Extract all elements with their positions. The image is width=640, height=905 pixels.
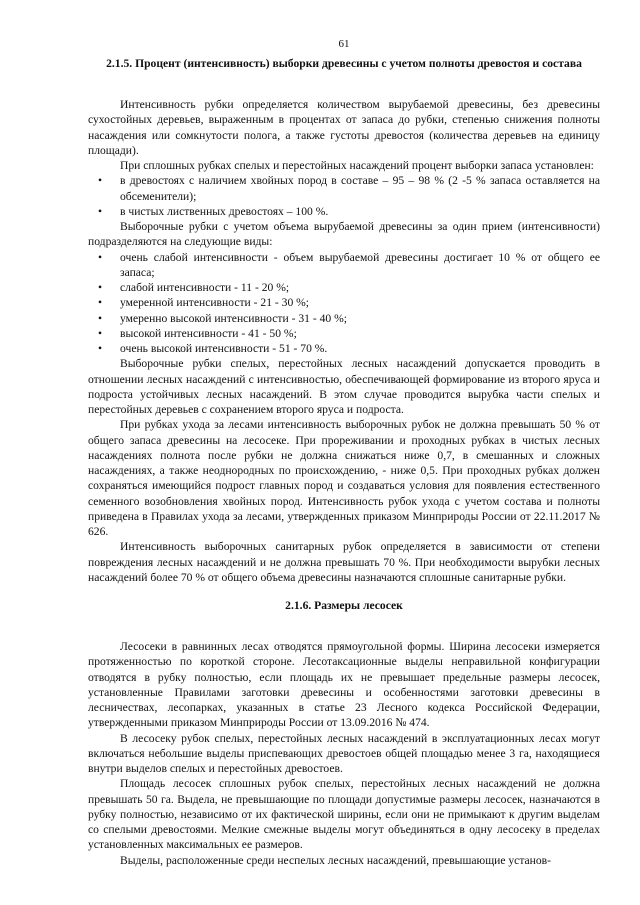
bullet-list: [88, 173, 600, 219]
bullet-icon: •: [98, 174, 103, 188]
bullet-icon: •: [98, 311, 103, 325]
bullet-icon: •: [98, 204, 103, 218]
list-item: • очень слабой интенсивности - объем вырубаемой древесины достигает 10 % от общего ее запаса;: [98, 250, 600, 279]
paragraph: При сплошных рубках спелых и перестойных насаждений процент выборки запаса установлен:: [120, 159, 594, 172]
bullet-icon: •: [98, 250, 103, 264]
paragraph: Интенсивность рубки определяется количеством вырубаемой древесины, без древесины сухостойных деревьев, выраженным в процентах от запаса до рубки, степенью снижения полноты насаждения или сомкнутости полога, а также густоты древостоя (количества деревьев на единицу площади).: [88, 98, 600, 157]
bullet-icon: •: [98, 296, 103, 310]
bullet-icon: •: [98, 326, 103, 340]
list-item: • в древостоях с наличием хвойных пород в составе – 95 – 98 % (2 -5 % запаса оставляется на обсеменители);: [98, 174, 600, 203]
paragraph: Выборочные рубки спелых, перестойных лесных насаждений допускается проводить в отношении лесных насаждений с интенсивностью, обеспечивающей формирование из второго яруса и подроста устойчивых лесных насаждений. В этом случае проводится вырубка части спелых и перестойных деревьев с сохранением второго яруса и подроста.: [88, 357, 600, 416]
list-item: • умеренно высокой интенсивности - 31 - 40 %;: [98, 311, 347, 325]
document-page: [88, 38, 600, 868]
list-item: • очень высокой интенсивности - 51 - 70 %.: [98, 342, 328, 355]
list-item: • высокой интенсивности - 41 - 50 %;: [98, 326, 297, 340]
paragraph: При рубках ухода за лесами интенсивность выборочных рубок не должна превышать 50 % от общего запаса древесины на лесосеке. При прореживании и проходных рубках в чистых лесных насаждениях полнота после рубки не должна снижаться ниже 0,7, в смешанных и сложных насаждениях, а также неоднородных по происхождению, - ниже 0,5. При проходных рубках должен сохраняться имеющийся подрост главных пород и создаваться условия для появления естественного семенного возобновления хвойных пород. Интенсивность рубок ухода с учетом состава и полноты приведена в Правилах ухода за лесами, утвержденных приказом Минприроды России от 22.11.2017 № 626.: [88, 418, 600, 538]
bullet-list: [88, 250, 600, 357]
list-item: • умеренной интенсивности - 21 - 30 %;: [98, 296, 310, 310]
paragraph: Лесосеки в равнинных лесах отводятся прямоугольной формы. Ширина лесосеки измеряется протяженностью по короткой стороне. Лесотаксационные выделы неправильной конфигурации отводятся в рубку полностью, если площадь их не превышает предельные размеры лесосек, установленные Правилами заготовки древесины и особенностями заготовки древесины в лесничествах, лесопарках, указанных в статье 23 Лесного кодекса Российской Федерации, утвержденными приказом Минприроды России от 13.09.2016 № 474.: [88, 640, 600, 730]
bullet-icon: •: [98, 342, 103, 355]
section-heading-2-1-5: 2.1.5. Процент (интенсивность) выборки древесины с учетом полноты древостоя и состава: [106, 57, 582, 70]
section-heading-2-1-6: 2.1.6. Размеры лесосек: [285, 599, 403, 612]
paragraph: Площадь лесосек сплошных рубок спелых, перестойных лесных насаждений не должна превышать 50 га. Выдела, не превышающие по площади допустимые размеры лесосек, назначаются в рубку полностью, независимо от их фактической ширины, если они не примыкают к другим выделам со спелыми древостоями. Мелкие смежные выделы могут объединяться в одну лесосеку в пределах установленных максимальных ее размеров.: [88, 777, 600, 852]
page-number: 61: [338, 38, 350, 50]
paragraph: В лесосеку рубок спелых, перестойных лесных насаждений в эксплуатационных лесах могут включаться небольшие выделы приспевающих древостоев общей площадью менее 3 га, находящиеся внутри выделов спелых и перестойных древостоев.: [88, 731, 600, 775]
paragraph: Выборочные рубки с учетом объема вырубаемой древесины за один прием (интенсивности) подразделяются на следующие виды:: [88, 220, 600, 249]
list-item: • в чистых лиственных древостоях – 100 %.: [98, 204, 329, 218]
bullet-icon: •: [98, 281, 103, 294]
paragraph: Выделы, расположенные среди неспелых лесных насаждений, превышающие установ-: [120, 853, 552, 867]
list-item: • слабой интенсивности - 11 - 20 %;: [98, 281, 290, 294]
paragraph: Интенсивность выборочных санитарных рубок определяется в зависимости от степени повреждения лесных насаждений и не должна превышать 70 %. При необходимости вырубки лесных насаждений более 70 % от общего объема древесины назначаются сплошные санитарные рубки.: [88, 540, 600, 584]
